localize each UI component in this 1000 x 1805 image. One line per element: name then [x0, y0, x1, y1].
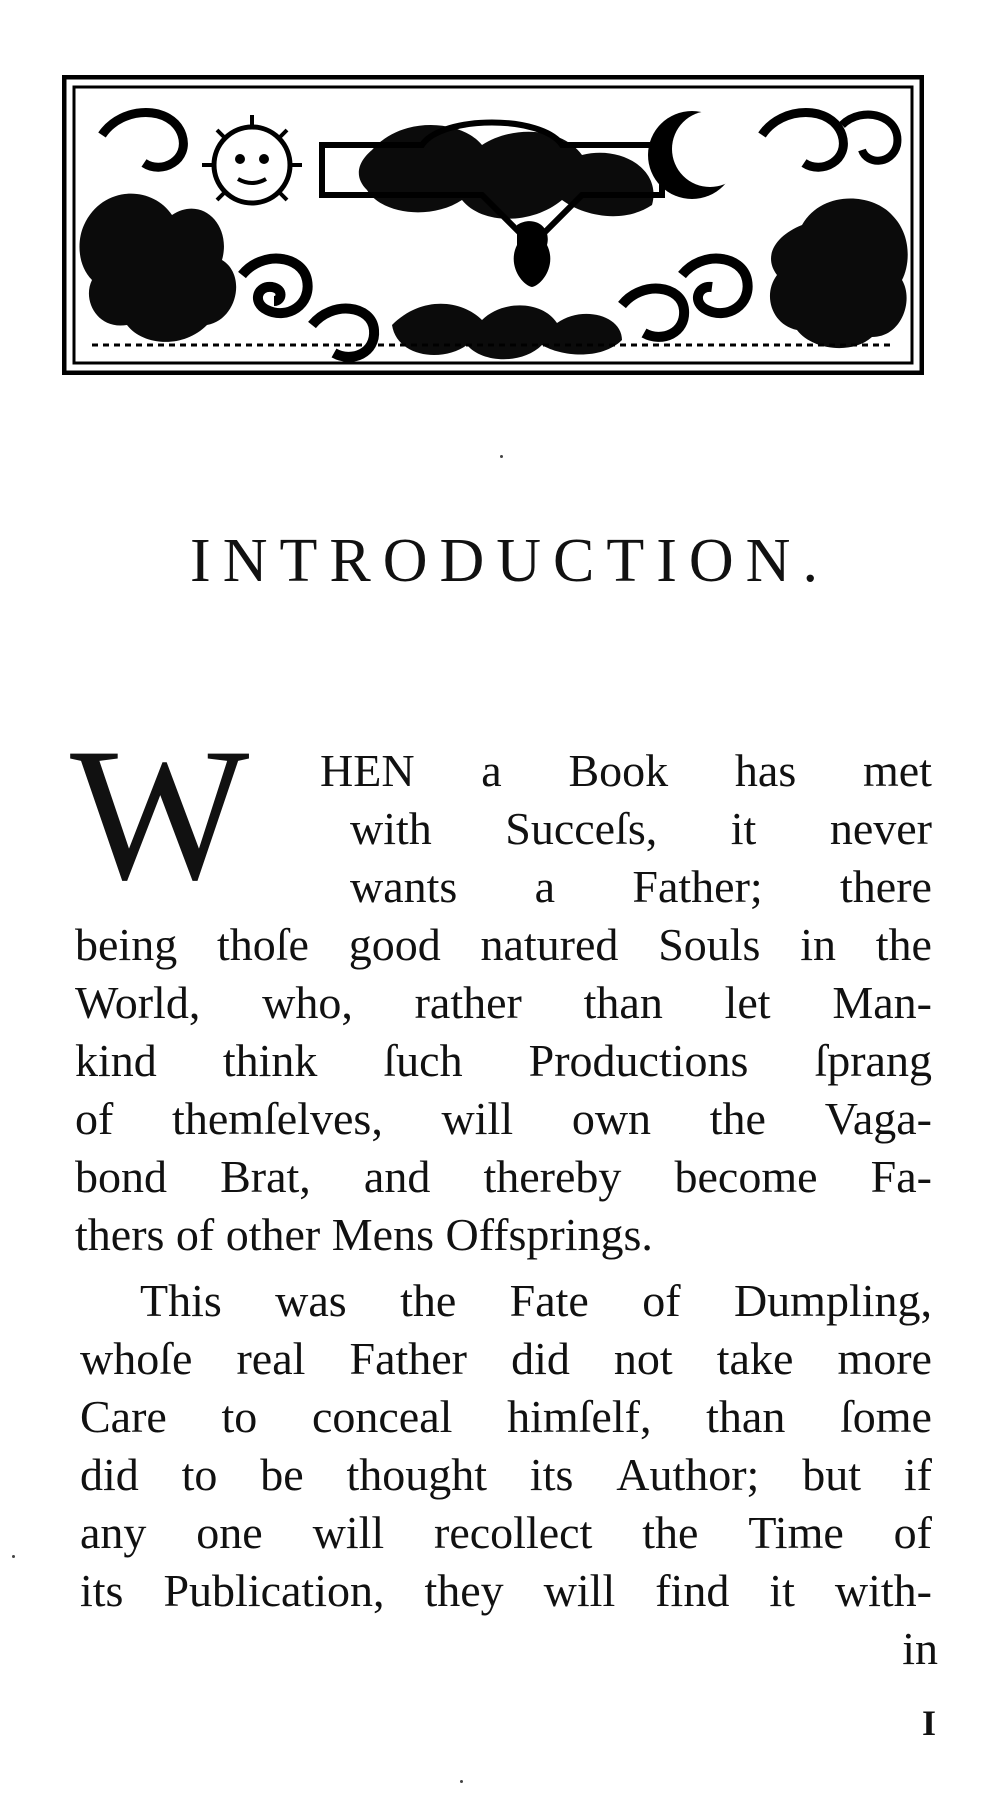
word: ſuch	[383, 1035, 463, 1086]
word: with-	[834, 1565, 932, 1616]
word: bond	[75, 1151, 167, 1202]
word: has	[734, 745, 797, 796]
word: never	[829, 803, 932, 854]
word: who,	[262, 977, 353, 1028]
text-line	[80, 1504, 932, 1562]
word: wants	[350, 861, 458, 912]
word: a	[534, 861, 556, 912]
word: be	[260, 1449, 304, 1500]
word: more	[837, 1333, 932, 1384]
word: the	[709, 1093, 766, 1144]
word: but	[802, 1449, 861, 1500]
word: whoſe	[80, 1333, 193, 1384]
word: Time	[748, 1507, 844, 1558]
word: was	[275, 1275, 347, 1326]
word: himſelf,	[507, 1391, 652, 1442]
word: let	[724, 977, 771, 1028]
text-line	[80, 1330, 932, 1388]
word: there	[840, 861, 932, 912]
word: it	[730, 803, 757, 854]
word: did	[80, 1449, 139, 1500]
text-line	[350, 800, 932, 858]
word: they	[424, 1565, 504, 1616]
text-line	[75, 1090, 932, 1148]
text-line	[75, 916, 932, 974]
word: any	[80, 1507, 147, 1558]
ink-speck	[12, 1555, 15, 1558]
word: recollect	[434, 1507, 593, 1558]
drop-cap: W	[70, 710, 246, 920]
word: natured	[480, 919, 619, 970]
text-line	[75, 1032, 932, 1090]
word: and	[363, 1151, 431, 1202]
word: Author;	[616, 1449, 760, 1500]
word: find	[655, 1565, 730, 1616]
ink-speck	[500, 455, 503, 458]
text-line	[80, 1562, 932, 1620]
text-line	[75, 974, 932, 1032]
word: its	[80, 1565, 124, 1616]
ornamental-headpiece	[62, 75, 924, 375]
word: Fa-	[870, 1151, 932, 1202]
word: the	[642, 1507, 699, 1558]
text-line	[140, 1272, 932, 1330]
word: in	[800, 919, 836, 970]
word: with	[350, 803, 432, 854]
word: its	[529, 1449, 574, 1500]
word: good	[348, 919, 441, 970]
word: Book	[568, 745, 669, 796]
word: think	[222, 1035, 318, 1086]
word: ſprang	[814, 1035, 932, 1086]
word: met	[862, 745, 932, 796]
word: a	[481, 745, 502, 796]
word: Man-	[832, 977, 932, 1028]
word: than	[706, 1391, 786, 1442]
word: Souls	[658, 919, 761, 970]
word: themſelves,	[172, 1093, 383, 1144]
word: thoſe	[216, 919, 309, 970]
word: of	[642, 1275, 681, 1326]
word: Vaga-	[824, 1093, 932, 1144]
word: one	[196, 1507, 263, 1558]
word: did	[511, 1333, 570, 1384]
word: HEN	[320, 745, 415, 796]
word: Productions	[528, 1035, 749, 1086]
word: not	[613, 1333, 673, 1384]
text-line	[75, 1148, 932, 1206]
word: become	[674, 1151, 818, 1202]
word: will	[441, 1093, 514, 1144]
word: Fate	[509, 1275, 589, 1326]
word: real	[236, 1333, 306, 1384]
word: Succeſs,	[505, 803, 658, 854]
word: being	[75, 919, 178, 970]
word: thereby	[483, 1151, 622, 1202]
word: World,	[75, 977, 201, 1028]
word: will	[543, 1565, 616, 1616]
text-line: thers of other Mens Offsprings.	[75, 1209, 653, 1260]
word: Father;	[632, 861, 763, 912]
word: of	[75, 1093, 114, 1144]
word: Brat,	[220, 1151, 311, 1202]
text-line	[80, 1446, 932, 1504]
word: own	[571, 1093, 652, 1144]
word: take	[716, 1333, 794, 1384]
word: This	[140, 1275, 222, 1326]
word: will	[312, 1507, 385, 1558]
word: of	[893, 1507, 932, 1558]
word: Father	[349, 1333, 467, 1384]
word: to	[181, 1449, 218, 1500]
text-line	[350, 858, 932, 916]
word: thought	[346, 1449, 488, 1500]
word: if	[903, 1449, 932, 1500]
ink-speck	[460, 1780, 463, 1783]
word: ſome	[840, 1391, 932, 1442]
word: Publication,	[163, 1565, 385, 1616]
chapter-title: INTRODUCTION.	[190, 527, 830, 595]
word: kind	[75, 1035, 157, 1086]
word: conceal	[311, 1391, 453, 1442]
word: rather	[414, 977, 522, 1028]
word: Dumpling,	[733, 1275, 932, 1326]
word: Care	[80, 1391, 167, 1442]
catchword: in	[902, 1623, 938, 1674]
text-line	[80, 1388, 932, 1446]
word: it	[769, 1565, 795, 1616]
page-signature: I	[921, 1703, 936, 1743]
text-line	[320, 742, 932, 800]
word: than	[583, 977, 663, 1028]
word: to	[221, 1391, 258, 1442]
word: the	[875, 919, 932, 970]
word: the	[400, 1275, 457, 1326]
